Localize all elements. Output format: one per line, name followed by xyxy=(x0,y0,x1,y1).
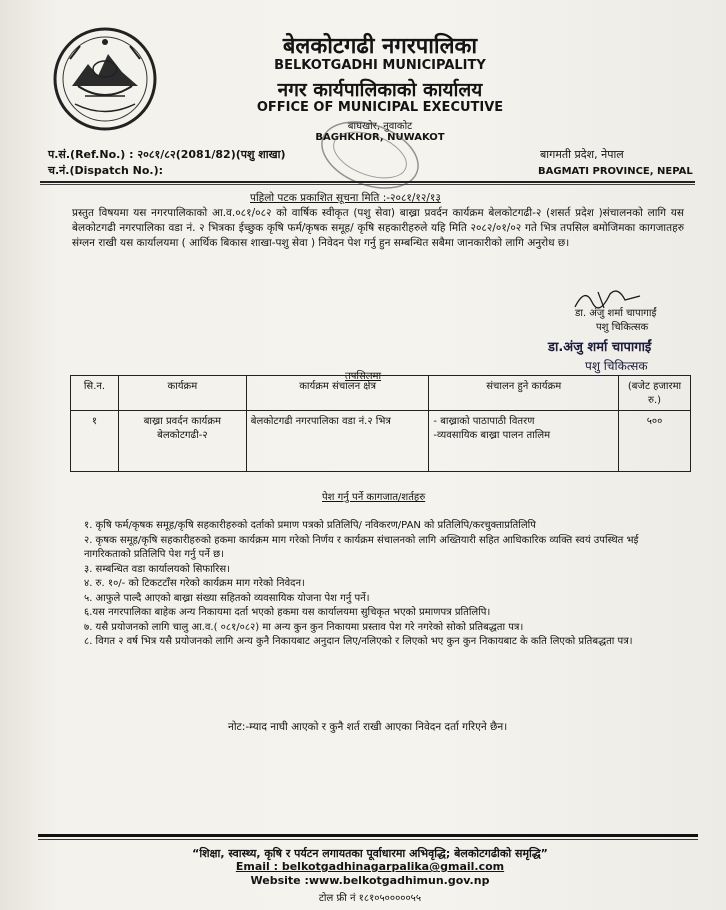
reference-number: प.सं.(Ref.No.) : २०८१/८२(2081/82)(पशु शाखा) xyxy=(48,148,286,161)
list-item: ६.यस नगरपालिका बाहेक अन्य निकायमा दर्ता भएको हकमा यस कार्यालयमा सुचिकृत भएको प्रमाणपत्र प्रतिलिपि। xyxy=(84,607,491,618)
cell-activity xyxy=(429,411,619,472)
col-header-sn: सि.न. xyxy=(71,376,119,411)
col-header-area: कार्यक्रम संचालन क्षेत्र xyxy=(246,376,429,411)
province-np: बागमती प्रदेश, नेपाल xyxy=(540,148,624,161)
footer-motto: “शिक्षा, स्वास्थ्य, कृषि र पर्यटन लगायतका पूर्वाधारमा अभिवृद्धि; बेलकोटगढीको समृद्धि” xyxy=(192,847,548,860)
list-item: २. कृषक समूह/कृषि सहकारीहरुको हकमा कार्यक्रम माग गरेको निर्णय र कार्यक्रम संचालनको लागि अख्तियारी सहित आधिकारिक व्यक्ति स्वयं उपस्थित भई नागरिकताको प्रतिलिपि पेश गर्नु पर्ने छ। xyxy=(84,534,639,560)
cell-budget: ५०० xyxy=(619,411,691,472)
stamp-name: डा.अंजु शर्मा चापागाईं xyxy=(548,340,652,355)
signatory-title: पशु चिकित्सक xyxy=(596,322,649,333)
list-item: ३. सम्बन्धित वडा कार्यालयको सिफारिस। xyxy=(84,563,230,575)
footer-website-label: Website : xyxy=(250,874,309,887)
footer-email-label: Email : xyxy=(235,860,282,873)
address-np: बाघखोर, नुवाकोट xyxy=(347,121,413,132)
footer-divider-thin xyxy=(38,839,698,840)
col-header-budget: (बजेट हजारमा रु.) xyxy=(619,376,691,411)
table-header-row xyxy=(71,376,691,411)
address-en: BAGHKHOR, NUWAKOT xyxy=(315,132,445,143)
nepal-government-emblem-icon xyxy=(50,24,160,134)
note-text: नोट:-म्याद नाघी आएको र कुनै शर्त राखी आएका निवेदन दर्ता गरिएने छैन। xyxy=(228,721,508,733)
office-seal-stamp xyxy=(310,120,430,190)
documents-title: पेश गर्नु पर्ने कागजात/शर्तहरु xyxy=(322,492,426,503)
activity-line-1: - बाख्राको पाठापाठी वितरण xyxy=(433,416,535,427)
municipality-name-en: BELKOTGADHI MUNICIPALITY xyxy=(274,58,486,73)
footer-email-line xyxy=(150,860,590,873)
footer-website-line xyxy=(150,874,590,887)
footer-email-link[interactable]: belkotgadhinagarpalika@gmail.com xyxy=(281,860,505,873)
stamp-title: पशु चिकित्सक xyxy=(585,359,648,373)
footer-divider xyxy=(38,834,698,837)
cell-area: बेलकोटगढी नगरपालिका वडा नं.२ भित्र xyxy=(246,411,429,472)
footer-website-link[interactable]: www.belkotgadhimun.gov.np xyxy=(308,874,490,887)
signatory-name: डा. अंजु शर्मा चापागाईं xyxy=(575,308,657,319)
office-name-en: OFFICE OF MUNICIPAL EXECUTIVE xyxy=(256,100,504,115)
activity-line-2: -व्यवसायिक बाख्रा पालन तालिम xyxy=(433,430,551,441)
list-item: ७. यसै प्रयोजनको लागि चालु आ.व.( ०८१/०८२) मा अन्य कुन कुन निकायमा प्रस्ताव पेश गरे नगरेको सोको प्रतिबद्धता पत्र। xyxy=(84,621,524,633)
province-en: BAGMATI PROVINCE, NEPAL xyxy=(538,166,693,177)
list-item: ५. आफुले पाल्दै आएको बाख्रा संख्या सहितको व्यवसायिक योजना पेश गर्नु पर्ने। xyxy=(84,592,370,604)
list-item: ४. रु. १०/- को टिकटटाँस गरेको कार्यक्रम माग गरेको निवेदन। xyxy=(84,578,305,589)
dispatch-number: च.नं.(Dispatch No.): xyxy=(48,164,164,177)
col-header-activity: संचालन हुने कार्यक्रम xyxy=(429,376,619,411)
cell-program: बाख्रा प्रवर्दन कार्यक्रम बेलकोटगढी-२ xyxy=(118,411,246,472)
notice-title: पहिलो पटक प्रकाशित सूचना मिति :-२०८१/१२/१३ xyxy=(250,192,441,204)
documents-list xyxy=(84,519,684,650)
header-divider-thin xyxy=(40,184,695,185)
municipality-name-np: बेलकोटगढी नगरपालिका xyxy=(282,34,478,59)
office-name-np: नगर कार्यपालिकाको कार्यालय xyxy=(277,79,483,101)
table-row xyxy=(71,411,691,472)
notice-body: प्रस्तुत विषयमा यस नगरपालिकाको आ.व.०८१/०८२ को वार्षिक स्वीकृत (पशु सेवा) बाख्रा प्रवर्दन कार्यक्रम बेलकोटगढी-२ (शसर्त प्रदेश )संचालनको लागि यस बेलकोटगढी नगरपालिका वडा नं. २ भित्रका ईच्छुक कृषि फर्म/कृषक समूह/ कृषि सहकारीहरुले यहि मिति २०८२/०१/०२ गते भित्र तपसिल बमोजिमका कागजातहरु संग्लन राखी यस कार्यालयमा ( आर्थिक बिकास शाखा-पशु सेवा ) निवेदन पेश गर्नु हुन सम्बन्धित सबैमा जानकारीको लागि अनुरोध छ। xyxy=(72,207,684,249)
program-table xyxy=(70,375,691,472)
header-divider xyxy=(40,181,695,183)
col-header-program: कार्यक्रम xyxy=(118,376,246,411)
list-item: ८. विगत २ वर्ष भित्र यसै प्रयोजनको लागि अन्य कुनै निकायबाट अनुदान लिए/नलिएको र लिएको भए कुन कुन निकायबाट के कति लिएको प्रतिबद्धता पत्र। xyxy=(84,636,633,647)
table-caption: तपसिलमा xyxy=(345,371,382,382)
list-item: १. कृषि फर्म/कृषक समूह/कृषि सहकारीहरुको दर्ताको प्रमाण पत्रको प्रतिलिपि/ नविकरण/PAN को प्रतिलिपि/करचुक्ताप्रतिलिपि xyxy=(84,520,536,531)
cell-sn: १ xyxy=(71,411,119,472)
footer-toll-free: टोल फ्री नं १८१०५०००००५५ xyxy=(318,893,422,904)
